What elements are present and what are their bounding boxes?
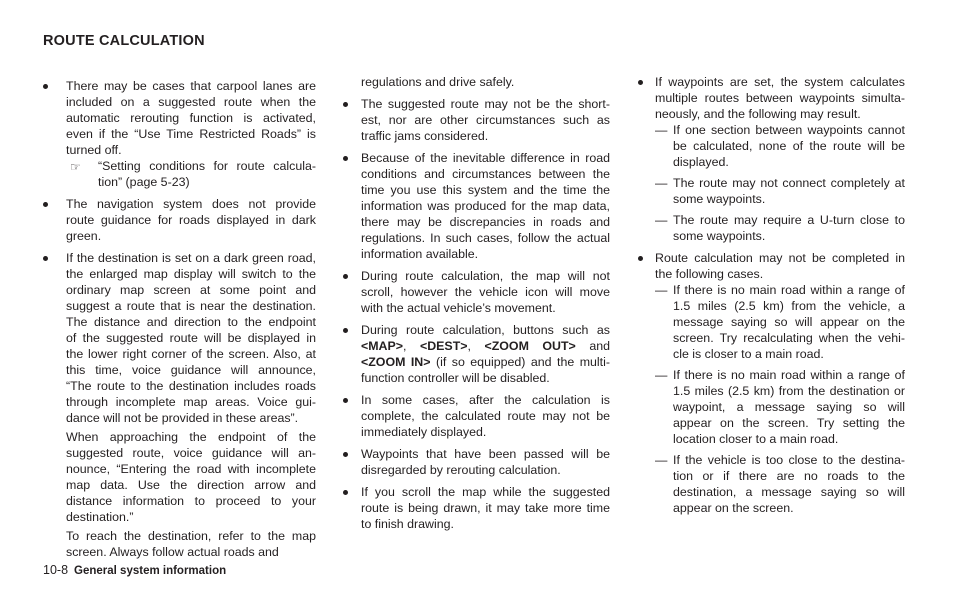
paragraph <box>655 74 905 122</box>
paragraph <box>66 528 316 560</box>
bullet-icon <box>343 398 348 403</box>
text-line: through incomplete map areas. Voice gui- <box>66 395 316 409</box>
text-line: dance will not be provided in these areas”. <box>66 411 299 425</box>
paragraph <box>361 446 610 478</box>
bullet-icon <box>43 202 48 207</box>
text-line: The route may require a U-turn close to <box>673 213 905 227</box>
text-line: In some cases, after the calculation is <box>361 393 610 407</box>
text-line: If the vehicle is too close to the destina- <box>673 453 905 467</box>
text-line: If one section between waypoints cannot <box>673 123 905 137</box>
paragraph <box>655 250 905 282</box>
text-line: some waypoints. <box>673 192 766 206</box>
text-line: function controller will be disabled. <box>361 371 550 385</box>
text-line: the enlarged map display will switch to the <box>66 267 316 281</box>
paragraph <box>655 282 905 362</box>
text-line: cle is closer to a main road. <box>673 347 824 361</box>
text-line: disregarded by rerouting calculation. <box>361 463 561 477</box>
paragraph <box>655 175 905 207</box>
text-line: immediately displayed. <box>361 425 487 439</box>
text-line: screen. Try recalculating when the vehi- <box>673 331 905 345</box>
text-line: multiple routes between waypoints simulta- <box>655 91 905 105</box>
text-line: this time, voice guidance will announce, <box>66 363 316 377</box>
bullet-icon <box>343 274 348 279</box>
text-line: the following cases. <box>655 267 764 281</box>
paragraph <box>66 429 316 525</box>
text-line: map data. Use the direction arrow and <box>66 478 316 492</box>
text-line: destination.” <box>66 510 134 524</box>
bullet-icon <box>343 490 348 495</box>
text-line: <ZOOM IN> (if so equipped) and the multi- <box>361 355 610 369</box>
text-line: The suggested route may not be the short- <box>361 97 610 111</box>
text-line: location closer to a main road. <box>673 432 839 446</box>
bullet-icon <box>43 256 48 261</box>
text-line: even if the “Use Time Restricted Roads” is <box>66 127 316 141</box>
dash-icon: — <box>655 368 668 382</box>
paragraph <box>66 250 316 426</box>
paragraph <box>655 367 905 447</box>
text-line: To reach the destination, refer to the map <box>66 529 316 543</box>
text-line: “Setting conditions for route calcula- <box>98 159 316 173</box>
text-line: tion or if there are no roads to the <box>673 469 905 483</box>
text-line: The navigation system does not provide <box>66 197 316 211</box>
dash-icon: — <box>655 213 668 227</box>
paragraph <box>361 74 610 90</box>
text-line: some waypoints. <box>673 229 766 243</box>
text-line: to finish drawing. <box>361 517 454 531</box>
bullet-icon <box>43 84 48 89</box>
text-line: destination, a message saying so will <box>673 485 905 499</box>
text-line: When approaching the endpoint of the <box>66 430 316 444</box>
text-line: distance information to proceed to your <box>66 494 316 508</box>
text-line: If you scroll the map while the suggested <box>361 485 610 499</box>
bullet-icon <box>343 102 348 107</box>
page-number: 10-8 <box>43 563 69 577</box>
paragraph <box>361 96 610 144</box>
text-line: waypoint, a message saying so will <box>673 400 905 414</box>
text-line: message saying so will appear on the <box>673 315 905 329</box>
text-line: information available. <box>361 247 479 261</box>
text-line: Waypoints that have been passed will be <box>361 447 610 461</box>
text-line: nounce, “Entering the road with incomplete <box>66 462 316 476</box>
text-line: information was produced for the map data, <box>361 199 610 213</box>
text-line: conditions and circumstances between the <box>361 167 610 181</box>
dash-icon: — <box>655 176 668 190</box>
text-line: appear on the screen. <box>673 501 794 515</box>
text-line: 1.5 miles (2.5 km) from the destination or <box>673 384 905 398</box>
text-line: included on a suggested route when the <box>66 95 316 109</box>
text-line: of the suggested route will be displayed in <box>66 331 316 345</box>
text-line: automatic rerouting function is activated, <box>66 111 316 125</box>
text-line: If there is no main road within a range of <box>673 283 905 297</box>
footer-label: General system information <box>74 565 227 577</box>
text-line: scroll, however the vehicle icon will move <box>361 285 610 299</box>
bullet-icon <box>343 156 348 161</box>
text-line: the lower right corner of the screen. Also, at <box>66 347 316 361</box>
text-line: Route calculation may not be completed in <box>655 251 905 265</box>
text-line: regulations and drive safely. <box>361 75 515 89</box>
text-line: green. <box>66 229 102 243</box>
text-line: The distance and direction to the endpoint <box>66 315 316 329</box>
text-line: est, nor are other circumstances such as <box>361 113 610 127</box>
text-column-3 <box>655 72 905 516</box>
text-line: The route may not connect completely at <box>673 176 905 190</box>
text-line: be calculated, none of the route will be <box>673 139 905 153</box>
text-line: route is being drawn, it may take more time <box>361 501 610 515</box>
paragraph <box>66 158 316 190</box>
text-line: There may be cases that carpool lanes are <box>66 79 316 93</box>
dash-icon: — <box>655 453 668 467</box>
paragraph <box>66 78 316 158</box>
bullet-icon <box>343 452 348 457</box>
text-line: appear on the screen. Try setting the <box>673 416 905 430</box>
paragraph <box>655 452 905 516</box>
text-line: traffic jams considered. <box>361 129 489 143</box>
text-line: 1.5 miles (2.5 km) from the vehicle, a <box>673 299 905 313</box>
paragraph <box>361 484 610 532</box>
text-column-2 <box>361 72 610 532</box>
bullet-icon <box>638 80 643 85</box>
text-line: If there is no main road within a range of <box>673 368 905 382</box>
text-line: During route calculation, the map will not <box>361 269 610 283</box>
text-line: If the destination is set on a dark green road, <box>66 251 316 265</box>
text-line: complete, the calculated route may not be <box>361 409 610 423</box>
text-line: “The route to the destination includes roads <box>66 379 316 393</box>
dash-icon: — <box>655 123 668 137</box>
text-line: time you use this system and the time the <box>361 183 610 197</box>
text-line: regulations. In such cases, follow the actual <box>361 231 610 245</box>
paragraph <box>361 392 610 440</box>
text-line: suggest a route that is near the destination. <box>66 299 316 313</box>
text-line: displayed. <box>673 155 729 169</box>
text-line: tion” (page 5-23) <box>98 175 190 189</box>
reference-hand-icon: ☞ <box>70 160 81 174</box>
text-line: with the actual vehicle’s movement. <box>361 301 556 315</box>
text-line: If waypoints are set, the system calculates <box>655 75 905 89</box>
text-line: During route calculation, buttons such as <box>361 323 610 337</box>
paragraph <box>361 150 610 262</box>
paragraph <box>655 122 905 170</box>
text-line: suggested route, voice guidance will an- <box>66 446 316 460</box>
text-line: route guidance for roads displayed in dark <box>66 213 316 227</box>
paragraph <box>361 268 610 316</box>
text-line: turned off. <box>66 143 122 157</box>
text-line: neously, and the following may result. <box>655 107 861 121</box>
text-line: screen. Always follow actual roads and <box>66 545 279 559</box>
text-line: there may be discrepancies in roads and <box>361 215 610 229</box>
text-column-1 <box>66 72 316 560</box>
paragraph <box>66 196 316 244</box>
section-title: ROUTE CALCULATION <box>43 33 205 49</box>
text-line: Because of the inevitable difference in road <box>361 151 610 165</box>
bullet-icon <box>343 328 348 333</box>
bullet-icon <box>638 256 643 261</box>
text-line: <MAP>, <DEST>, <ZOOM OUT> and <box>361 339 610 353</box>
paragraph <box>655 212 905 244</box>
paragraph <box>361 322 610 386</box>
page-footer <box>43 563 226 577</box>
dash-icon: — <box>655 283 668 297</box>
text-line: ordinary map screen at some point and <box>66 283 316 297</box>
